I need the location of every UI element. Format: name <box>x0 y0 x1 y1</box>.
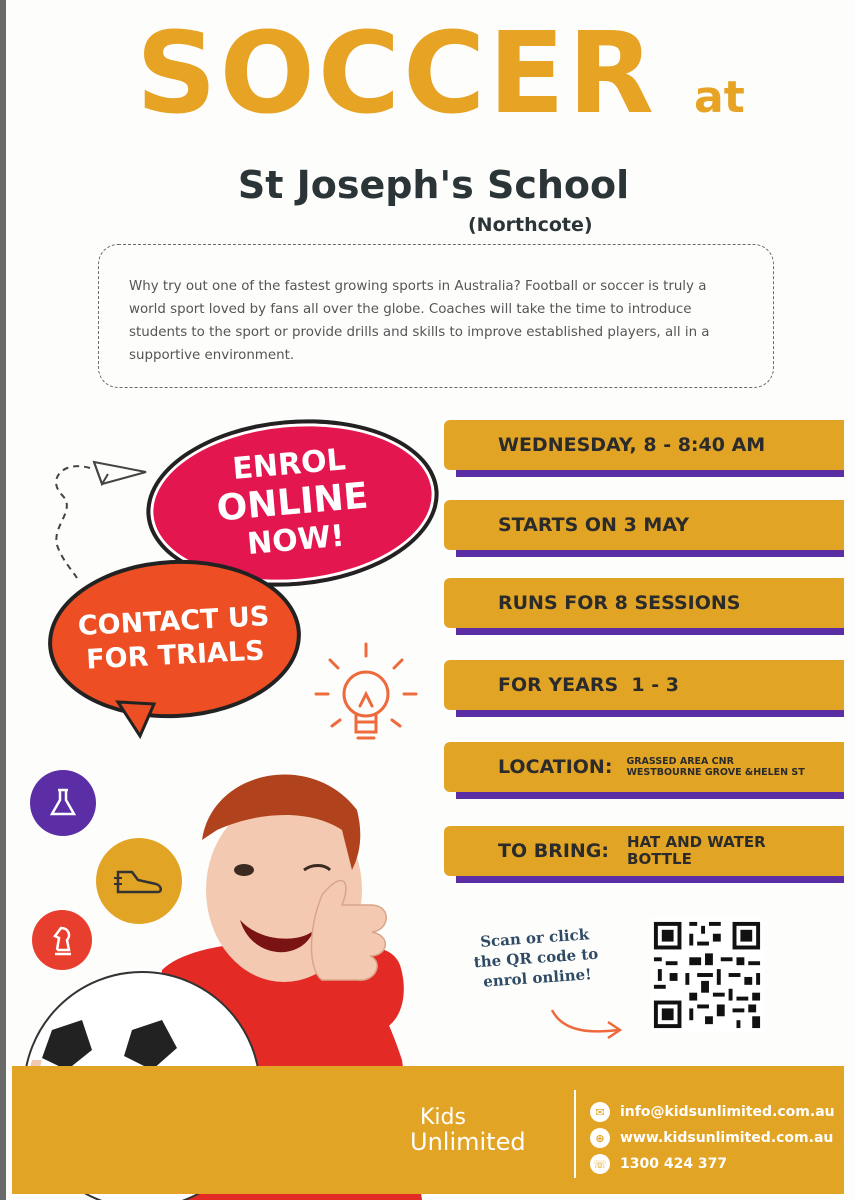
logo-line-2: Unlimited <box>410 1128 526 1156</box>
school-name: St Joseph's School <box>237 163 630 207</box>
website-text: www.kidsunlimited.com.au <box>620 1130 834 1146</box>
info-location-value-1: GRASSED AREA CNR <box>626 756 734 767</box>
info-bring-value-1: HAT AND WATER <box>627 833 766 851</box>
enrol-line-2: ONLINE <box>215 475 370 530</box>
phone-link[interactable] <box>590 1154 727 1174</box>
flyer-title: SOCCER <box>136 9 658 139</box>
enrol-line-1: ENROL <box>231 442 348 488</box>
info-day: WEDNESDAY, 8 - 8:40 AM <box>498 434 766 456</box>
info-bring-value-2: BOTTLE <box>627 850 692 868</box>
footer-divider <box>574 1090 576 1178</box>
intro-text-box: Why try out one of the fastest growing sports in Australia? Football or soccer is truly a world sport loved by fans all over the globe. Coaches will take the time to introduce students to the sport or provide drills and skills to improve established players, all in a supportive environment. <box>98 244 774 388</box>
email-link[interactable] <box>590 1102 835 1122</box>
globe-icon: ⊕ <box>590 1128 610 1148</box>
info-years: FOR YEARS 1 - 3 <box>498 674 679 696</box>
email-text: info@kidsunlimited.com.au <box>620 1104 835 1120</box>
logo-line-1: Kids <box>420 1105 466 1130</box>
kids-unlimited-logo <box>410 1106 526 1154</box>
info-row-location <box>444 742 844 792</box>
info-row-starts <box>444 500 844 550</box>
contact-line-2: FOR TRIALS <box>85 635 266 676</box>
arrow-to-qr-icon <box>546 1004 626 1044</box>
info-runs: RUNS FOR 8 SESSIONS <box>498 592 741 614</box>
school-suburb: (Northcote) <box>468 214 593 236</box>
website-link[interactable] <box>590 1128 833 1148</box>
email-icon: ✉ <box>590 1102 610 1122</box>
contact-line-1: CONTACT US <box>77 601 271 643</box>
qr-instruction-text: Scan or click the QR code to enrol online! <box>473 925 599 991</box>
phone-text: 1300 424 377 <box>620 1156 728 1172</box>
info-row-years <box>444 660 844 710</box>
phone-icon: ☏ <box>590 1154 610 1174</box>
info-row-day <box>444 420 844 470</box>
info-row-bring <box>444 826 844 876</box>
qr-code-image[interactable] <box>650 918 764 1032</box>
info-row-runs <box>444 578 844 628</box>
enrol-line-3: NOW! <box>245 518 346 563</box>
paper-plane-icon <box>42 430 152 580</box>
info-bring-label: TO BRING: <box>498 840 610 862</box>
info-location-value-2: WESTBOURNE GROVE &HELEN ST <box>626 767 805 778</box>
flyer-title-suffix: at <box>694 72 745 123</box>
info-location-label: LOCATION: <box>498 756 613 778</box>
info-starts: STARTS ON 3 MAY <box>498 514 689 536</box>
